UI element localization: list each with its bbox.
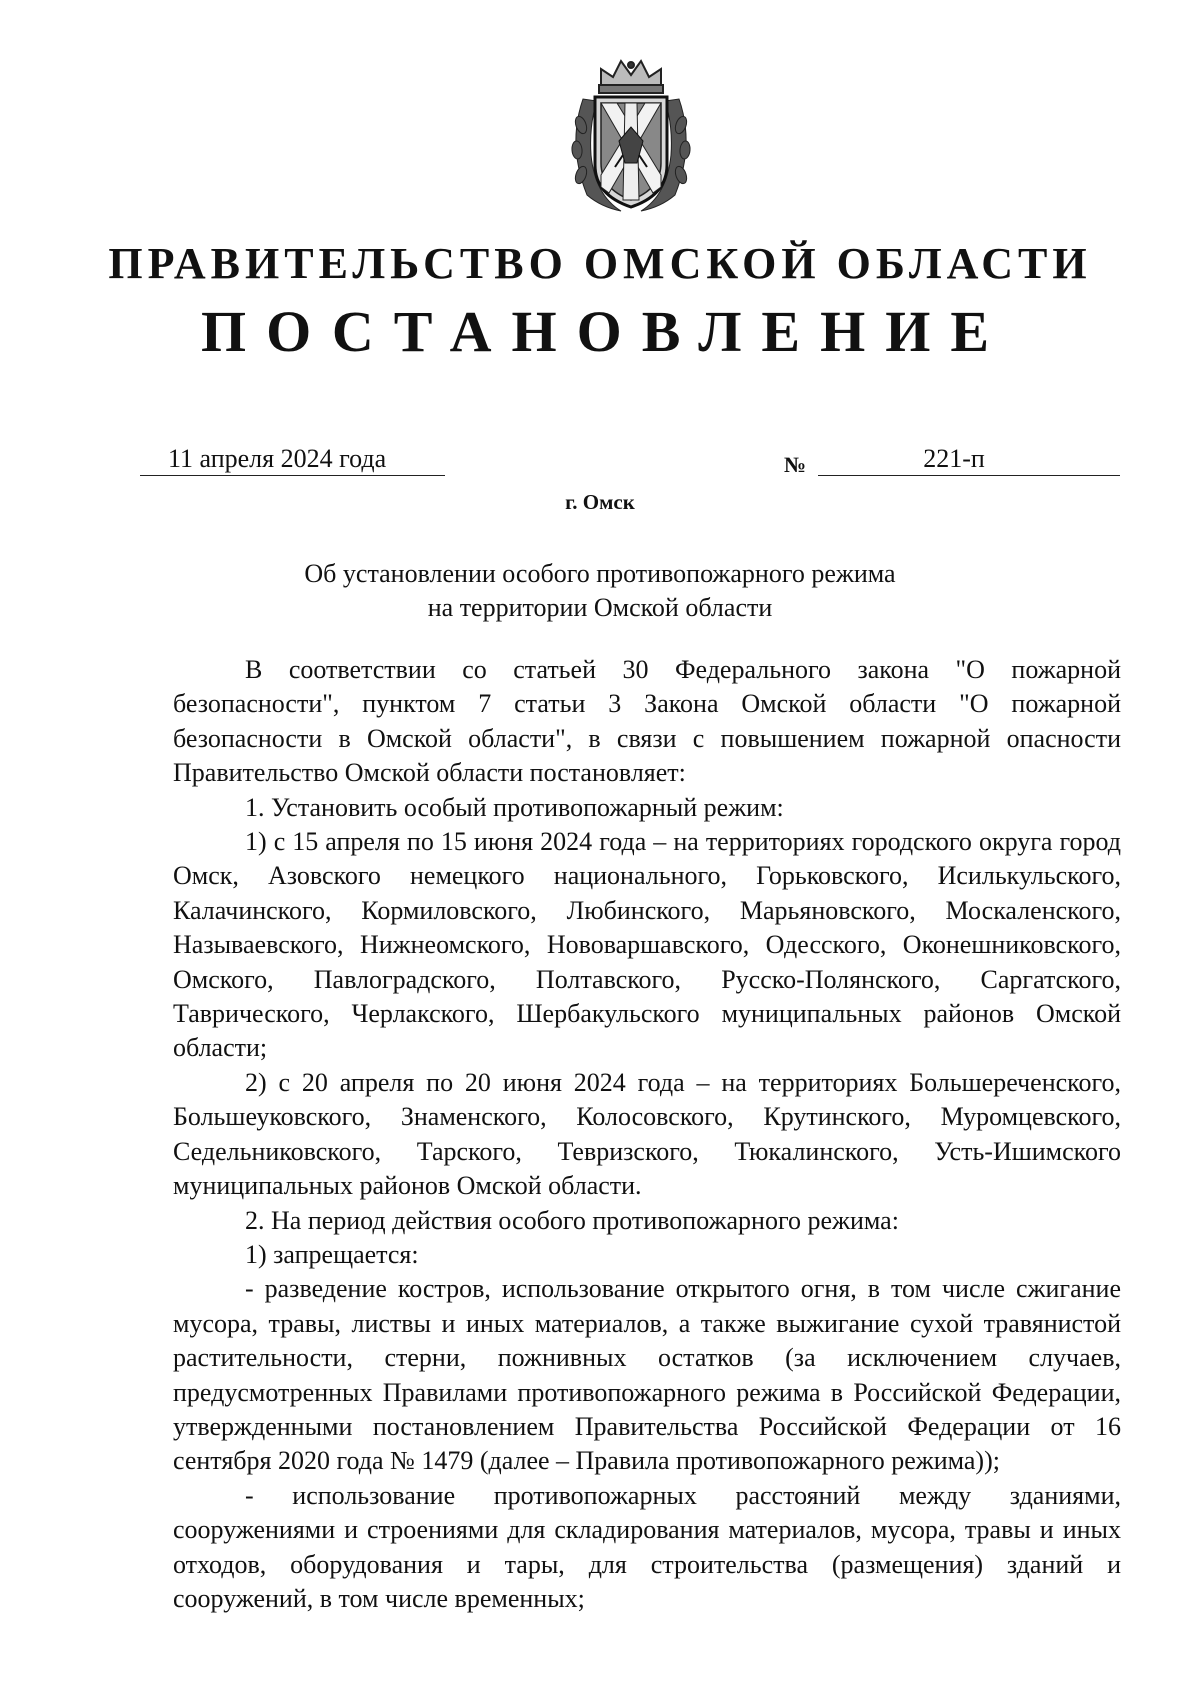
subject-line-2: на территории Омской области <box>427 593 773 622</box>
paragraph-item-1-2: 2) с 20 апреля по 20 июня 2024 года – на территориях Большереченского, Большеуковского, Знаменского, Колосовского, Крутинского, Муромцевского, Седельниковского, Тарского, Тевризского, Тюкалинского, Усть-Ишимского муниципальных районов Омской области. <box>173 1067 1121 1201</box>
paragraph-preamble: В соответствии со статьей 30 Федерального закона "О пожарной безопасности", пунктом 7 статьи 3 Закона Омской области "О пожарной безопасности в Омской области", в связи с повышением пожарной опасности Правительство Омской области постановляет: <box>173 655 1121 788</box>
document-body <box>173 653 1121 1616</box>
paragraph-item-1-1: 1) с 15 апреля по 15 июня 2024 года – на территориях городского округа город Омск, Азовского немецкого национального, Горьковского, Исилькульского, Калачинского, Кормиловского, Любинского, Марьяновского, Москаленского, Называевского, Нижнеомского, Нововаршавского, Одесского, Оконешниковского, Омского, Павлоградского, Полтавского, Русско-Полянского, Саргатского, Таврического, Черлакского, Шербакульского муниципальных районов Омской области; <box>173 827 1121 1063</box>
document-type-title: ПОСТАНОВЛЕНИЕ <box>200 299 1010 364</box>
document-date: 11 апреля 2024 года <box>140 443 445 476</box>
paragraph-prohibition-fires: - разведение костров, использование открытого огня, в том числе сжигание мусора, травы, листвы и иных материалов, а также выжигание сухой травянистой растительности, стерни, пожнивных остатков (за исключением случаев, предусмотренных Правилами противопожарного режима в Российской Федерации, утвержденными постановлением Правительства Российской Федерации от 16 сентября 2020 года № 1479 (далее – Правила противопожарного режима)); <box>173 1274 1121 1476</box>
omsk-region-coat-of-arms <box>561 55 701 217</box>
paragraph-item-1: 1. Установить особый противопожарный режим: <box>245 792 784 822</box>
document-number: 221-п <box>818 443 1120 476</box>
paragraph-prohibition-fire-breaks: - использование противопожарных расстояний между зданиями, сооружениями и строениями для складирования материалов, мусора, травы и иных отходов, оборудования и тары, для строительства (размещения) зданий и сооружений, в том числе временных; <box>173 1480 1121 1613</box>
city-name: г. Омск <box>565 490 635 514</box>
subject-line-1: Об установлении особого противопожарного режима <box>304 559 896 588</box>
paragraph-item-2-1: 1) запрещается: <box>245 1239 419 1269</box>
document-subject <box>0 557 1200 625</box>
government-title: ПРАВИТЕЛЬСТВО ОМСКОЙ ОБЛАСТИ <box>108 239 1092 288</box>
paragraph-item-2: 2. На период действия особого противопожарного режима: <box>245 1205 899 1235</box>
number-sign: № <box>784 452 807 477</box>
